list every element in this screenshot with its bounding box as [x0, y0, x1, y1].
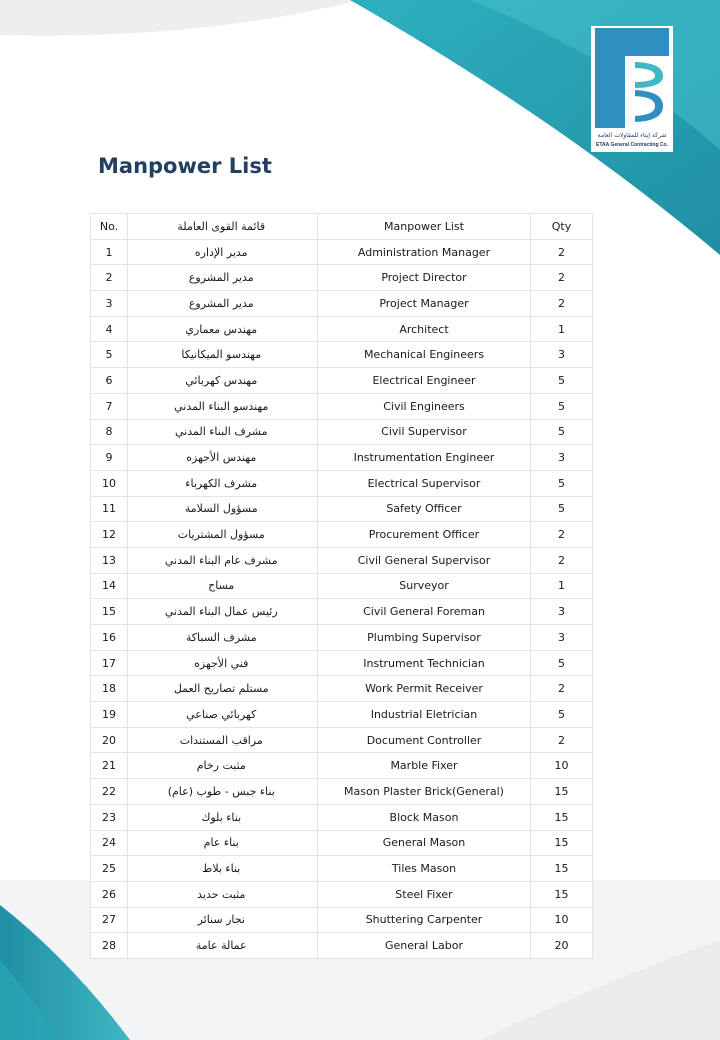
- column-header-arabic: قائمة القوى العاملة: [128, 214, 315, 240]
- cell-arabic-title: بناء بلاط: [128, 856, 315, 882]
- cell-arabic-title: مشرف السباكة: [128, 625, 315, 651]
- cell-arabic-title: مسؤول السلامة: [128, 496, 315, 522]
- cell-english-title: Surveyor: [318, 573, 531, 599]
- table-row: [91, 342, 593, 368]
- cell-arabic-title: مهندسو البناء المدني: [128, 393, 315, 419]
- cell-english-title: Electrical Supervisor: [318, 470, 531, 496]
- cell-qty: 3: [531, 445, 593, 471]
- table-row: [91, 547, 593, 573]
- cell-english-title: General Mason: [318, 830, 531, 856]
- table-row: [91, 676, 593, 702]
- cell-no: 6: [91, 368, 128, 394]
- cell-english-title: Plumbing Supervisor: [318, 625, 531, 651]
- table-row: [91, 830, 593, 856]
- cell-qty: 2: [531, 265, 593, 291]
- table-row: [91, 445, 593, 471]
- cell-no: 12: [91, 522, 128, 548]
- cell-no: 4: [91, 316, 128, 342]
- cell-qty: 2: [531, 522, 593, 548]
- cell-qty: 5: [531, 702, 593, 728]
- cell-english-title: Safety Officer: [318, 496, 531, 522]
- cell-arabic-title: بناء جبس - طوب (عام): [128, 779, 315, 805]
- cell-no: 15: [91, 599, 128, 625]
- table-row: [91, 470, 593, 496]
- cell-no: 1: [91, 239, 128, 265]
- cell-english-title: Procurement Officer: [318, 522, 531, 548]
- cell-qty: 2: [531, 727, 593, 753]
- cell-qty: 10: [531, 907, 593, 933]
- table-row: [91, 779, 593, 805]
- table-row: [91, 419, 593, 445]
- cell-arabic-title: مستلم تصاريح العمل: [128, 676, 315, 702]
- cell-qty: 3: [531, 599, 593, 625]
- cell-english-title: General Labor: [318, 933, 531, 959]
- logo-arabic-text: شركة إيتاء للمقاولات العامة: [597, 132, 667, 139]
- table-row: [91, 625, 593, 651]
- cell-arabic-title: مثبت حديد: [128, 881, 315, 907]
- cell-no: 25: [91, 856, 128, 882]
- cell-no: 10: [91, 470, 128, 496]
- cell-arabic-title: بناء عام: [128, 830, 315, 856]
- cell-english-title: Civil Supervisor: [318, 419, 531, 445]
- page-title: Manpower List: [98, 154, 272, 178]
- table-row: [91, 650, 593, 676]
- table-row: [91, 522, 593, 548]
- cell-qty: 5: [531, 419, 593, 445]
- cell-no: 20: [91, 727, 128, 753]
- cell-english-title: Project Manager: [318, 291, 531, 317]
- cell-english-title: Tiles Mason: [318, 856, 531, 882]
- cell-no: 16: [91, 625, 128, 651]
- cell-english-title: Mechanical Engineers: [318, 342, 531, 368]
- table-row: [91, 316, 593, 342]
- cell-english-title: Civil General Supervisor: [318, 547, 531, 573]
- cell-no: 3: [91, 291, 128, 317]
- cell-arabic-title: مهندس معماري: [128, 316, 315, 342]
- table-row: [91, 753, 593, 779]
- column-header-qty: Qty: [531, 214, 593, 240]
- cell-english-title: Document Controller: [318, 727, 531, 753]
- table-row: [91, 239, 593, 265]
- cell-arabic-title: مسؤول المشتريات: [128, 522, 315, 548]
- cell-qty: 15: [531, 856, 593, 882]
- cell-qty: 1: [531, 316, 593, 342]
- cell-no: 23: [91, 804, 128, 830]
- cell-english-title: Marble Fixer: [318, 753, 531, 779]
- cell-arabic-title: مشرف الكهرباء: [128, 470, 315, 496]
- table-row: [91, 881, 593, 907]
- company-logo: [591, 26, 673, 152]
- table-row: [91, 856, 593, 882]
- cell-qty: 2: [531, 291, 593, 317]
- cell-no: 11: [91, 496, 128, 522]
- cell-qty: 2: [531, 547, 593, 573]
- cell-english-title: Instrument Technician: [318, 650, 531, 676]
- cell-arabic-title: عمالة عامة: [128, 933, 315, 959]
- table-header-row: [91, 214, 593, 240]
- cell-english-title: Block Mason: [318, 804, 531, 830]
- cell-no: 2: [91, 265, 128, 291]
- cell-qty: 5: [531, 368, 593, 394]
- cell-english-title: Industrial Eletrician: [318, 702, 531, 728]
- column-header-no: No.: [91, 214, 128, 240]
- cell-qty: 15: [531, 779, 593, 805]
- cell-arabic-title: مهندس كهربائي: [128, 368, 315, 394]
- cell-english-title: Architect: [318, 316, 531, 342]
- cell-arabic-title: مراقب المستندات: [128, 727, 315, 753]
- cell-arabic-title: كهربائي صناعي: [128, 702, 315, 728]
- cell-no: 22: [91, 779, 128, 805]
- table-row: [91, 907, 593, 933]
- cell-qty: 5: [531, 650, 593, 676]
- cell-no: 13: [91, 547, 128, 573]
- cell-english-title: Shuttering Carpenter: [318, 907, 531, 933]
- cell-qty: 5: [531, 470, 593, 496]
- cell-no: 28: [91, 933, 128, 959]
- cell-english-title: Administration Manager: [318, 239, 531, 265]
- manpower-table: [90, 213, 593, 959]
- cell-qty: 3: [531, 342, 593, 368]
- cell-arabic-title: مدير المشروع: [128, 291, 315, 317]
- cell-arabic-title: فني الأجهزه: [128, 650, 315, 676]
- cell-no: 18: [91, 676, 128, 702]
- cell-qty: 15: [531, 804, 593, 830]
- cell-qty: 10: [531, 753, 593, 779]
- cell-no: 9: [91, 445, 128, 471]
- cell-english-title: Steel Fixer: [318, 881, 531, 907]
- table-row: [91, 573, 593, 599]
- cell-arabic-title: مهندس الأجهزه: [128, 445, 315, 471]
- cell-arabic-title: مدير المشروع: [128, 265, 315, 291]
- cell-english-title: Civil General Foreman: [318, 599, 531, 625]
- cell-qty: 3: [531, 625, 593, 651]
- cell-english-title: Mason Plaster Brick(General): [318, 779, 531, 805]
- table-row: [91, 727, 593, 753]
- cell-qty: 1: [531, 573, 593, 599]
- table-row: [91, 496, 593, 522]
- cell-qty: 20: [531, 933, 593, 959]
- table-row: [91, 599, 593, 625]
- cell-arabic-title: مساح: [128, 573, 315, 599]
- cell-arabic-title: رئيس عمال البناء المدني: [128, 599, 315, 625]
- cell-no: 21: [91, 753, 128, 779]
- cell-no: 27: [91, 907, 128, 933]
- cell-arabic-title: مشرف البناء المدني: [128, 419, 315, 445]
- cell-english-title: Electrical Engineer: [318, 368, 531, 394]
- cell-qty: 15: [531, 881, 593, 907]
- cell-english-title: Project Director: [318, 265, 531, 291]
- cell-qty: 5: [531, 496, 593, 522]
- cell-qty: 2: [531, 239, 593, 265]
- table-row: [91, 368, 593, 394]
- cell-qty: 5: [531, 393, 593, 419]
- cell-english-title: Instrumentation Engineer: [318, 445, 531, 471]
- cell-no: 19: [91, 702, 128, 728]
- table-row: [91, 291, 593, 317]
- table-row: [91, 265, 593, 291]
- cell-no: 5: [91, 342, 128, 368]
- cell-arabic-title: مدير الإداره: [128, 239, 315, 265]
- cell-arabic-title: مثبت رخام: [128, 753, 315, 779]
- cell-no: 26: [91, 881, 128, 907]
- cell-no: 24: [91, 830, 128, 856]
- column-header-english: Manpower List: [318, 214, 531, 240]
- table-row: [91, 393, 593, 419]
- logo-english-text: ETAA General Contracting Co.: [596, 142, 668, 148]
- logo-emblem-icon: [591, 26, 673, 130]
- cell-arabic-title: نجار سنائر: [128, 907, 315, 933]
- cell-qty: 2: [531, 676, 593, 702]
- table-row: [91, 702, 593, 728]
- cell-qty: 15: [531, 830, 593, 856]
- cell-arabic-title: مشرف عام البناء المدني: [128, 547, 315, 573]
- cell-no: 8: [91, 419, 128, 445]
- cell-english-title: Work Permit Receiver: [318, 676, 531, 702]
- cell-arabic-title: مهندسو الميكانيكا: [128, 342, 315, 368]
- table-row: [91, 933, 593, 959]
- cell-english-title: Civil Engineers: [318, 393, 531, 419]
- table-row: [91, 804, 593, 830]
- cell-no: 17: [91, 650, 128, 676]
- cell-no: 14: [91, 573, 128, 599]
- cell-arabic-title: بناء بلوك: [128, 804, 315, 830]
- cell-no: 7: [91, 393, 128, 419]
